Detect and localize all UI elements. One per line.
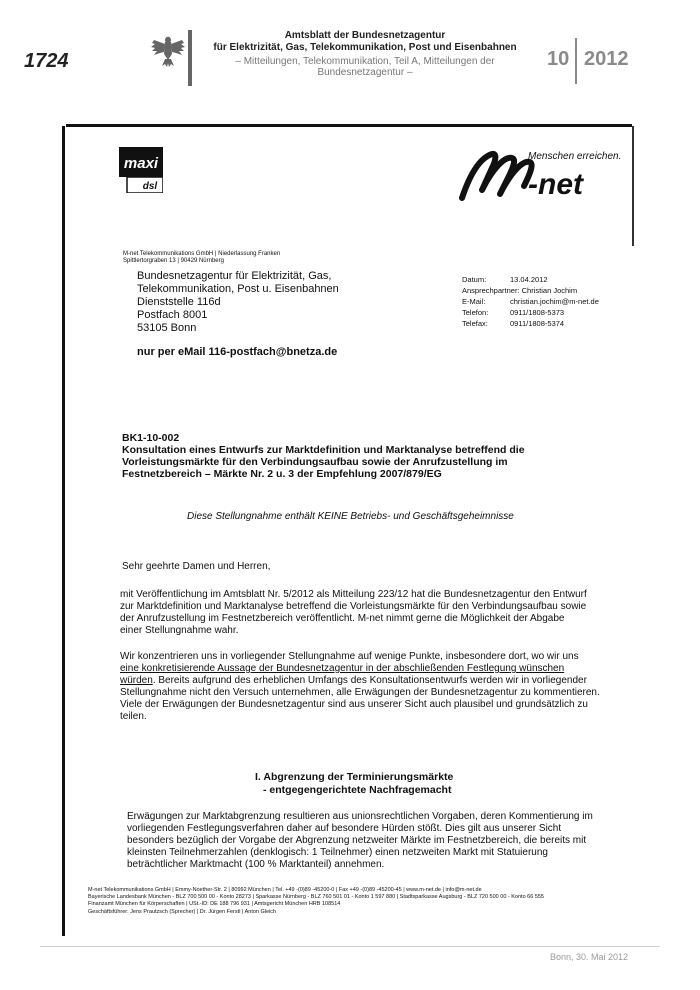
federal-eagle-icon bbox=[150, 34, 186, 68]
sender-address: M-net Telekommunikations GmbH | Niederlassung Franken Spittlertorgraben 13 | 90429 Nürnberg bbox=[123, 251, 281, 264]
svg-text:dsl: dsl bbox=[142, 181, 158, 192]
contact-row: E-Mail: christian.jochim@m-net.de bbox=[462, 297, 599, 306]
issue-year: 2012 bbox=[584, 48, 629, 70]
paragraph-focus: Wir konzentrieren uns in vorliegender Stellungnahme auf wenige Punkte, insbesondere dort, wo wir uns eine konkretisierende Aussage der Bundesnetzagentur in der abschließenden Festlegung wünschen würden. Bereits aufgrund des erheblichen Umfangs des Konsultationsentwurfs werden wir in vorliegender Stellungnahme nicht den Versuch unternehmen, alle Erwägungen der Bundesnetzagentur zu kommentieren. Viele der Erwägungen der Bundesnetzagentur sind aus unserer Sicht auch plausibel und grundsätzlich zu teilen. bbox=[120, 651, 600, 722]
m-net-tagline: Menschen erreichen. bbox=[528, 151, 622, 162]
contact-info bbox=[462, 274, 622, 329]
scan-edge-top bbox=[66, 124, 632, 127]
maxi-dsl-logo bbox=[119, 147, 163, 193]
confidentiality-disclaimer: Diese Stellungnahme enthält KEINE Betriebs- und Geschäftsgeheimnisse bbox=[187, 511, 514, 522]
contact-row: Telefon: 0911/1808-5373 bbox=[462, 308, 565, 317]
footer-rule bbox=[40, 946, 660, 947]
salutation: Sehr geehrte Damen und Herren, bbox=[122, 561, 271, 572]
scan-edge-left bbox=[62, 126, 65, 936]
svg-text:maxi: maxi bbox=[123, 155, 159, 172]
issue-divider bbox=[575, 38, 577, 84]
header-divider bbox=[188, 30, 192, 86]
paragraph-intro: mit Veröffentlichung im Amtsblatt Nr. 5/2012 als Mitteilung 223/12 hat die Bundesnetzagentur den Entwurf zur Marktdefinition und Marktanalyse betreffend die Vorleistungsmärkte für den Verbindungsaufbau sowie der Anrufzustellung im Festnetzbereich veröffentlicht. M-net nimmt gerne die Möglichkeit der Abgabe einer Stellungnahme wahr. bbox=[120, 589, 587, 636]
paragraph-market-definition: Erwägungen zur Marktabgrenzung resultieren aus unionsrechtlichen Vorgaben, deren Kommentierung im vorliegenden Festlegungsverfahren daher auf besondere Hürden stößt. Dies gilt aus unserer Sicht besonders bezüglich der Vorgabe der Abgrenzung netzweiter Märkte im Festnetzbereich, die bereits mit kleinsten Teilnehmerzahlen (denklogisch: 1 Teilnehmer) einen netzweiten Markt mit Statuierung beträchtlicher Marktmacht (100 % Marktanteil) annehmen. bbox=[127, 811, 593, 870]
contact-row: Telefax: 0911/1808-5374 bbox=[462, 319, 565, 328]
gazette-title: Amtsblatt der Bundesnetzagentur für Elektrizität, Gas, Telekommunikation, Post und Eisenbahnen bbox=[213, 30, 517, 53]
contact-row: Ansprechpartner: Christian Jochim bbox=[462, 286, 578, 295]
company-footer: M-net Telekommunikations GmbH | Emmy-Noether-Str. 2 | 80992 München | Tel. +49 -(0)89 -45200-0 | Fax +49 -(0)89 -45200-45 | www.m-net.de | info@m-net.de Bayerische Landesbank München - BLZ 700 500 00 - Konto 28273 | Sparkasse Nürnberg - BLZ 760 501 01 - Konto 1 597 880 | Stadtsparkasse Augsburg - BLZ 720 500 00 - Konto 66 555 Finanzamt München für Körperschaften | USt.-ID: DE 188 796 931 | Amtsgericht München HRB 108514 Geschäftsführer: Jens Prautzsch (Sprecher) | Dr. Jürgen Ferstl | Anton Gleich bbox=[88, 887, 544, 915]
page-number: 1724 bbox=[24, 50, 69, 72]
issue-number: 10 bbox=[547, 48, 570, 70]
letter-subject: BK1-10-002 Konsultation eines Entwurfs zur Marktdefinition und Marktanalyse betreffend die Vorleistungsmärkte für den Verbindungsaufbau sowie der Anrufzustellung im Festnetzbereich – Märkte Nr. 2 u. 3 der Empfehlung 2007/879/EG bbox=[122, 432, 525, 480]
section-heading: I. Abgrenzung der Terminierungsmärkte - entgegengerichtete Nachfragemacht bbox=[255, 771, 454, 796]
publication-date: Bonn, 30. Mai 2012 bbox=[550, 952, 629, 962]
gazette-subtitle: – Mitteilungen, Telekommunikation, Teil A, Mitteilungen der Bundesnetzagentur – bbox=[235, 56, 495, 78]
svg-text:-net: -net bbox=[528, 168, 583, 201]
recipient-address: Bundesnetzagentur für Elektrizität, Gas, Telekommunikation, Post u. Eisenbahnen Dienststelle 116d Postfach 8001 53105 Bonn bbox=[137, 270, 339, 334]
email-delivery-note: nur per eMail 116-postfach@bnetza.de bbox=[137, 346, 338, 358]
contact-row: Datum: 13.04.2012 bbox=[462, 275, 548, 284]
